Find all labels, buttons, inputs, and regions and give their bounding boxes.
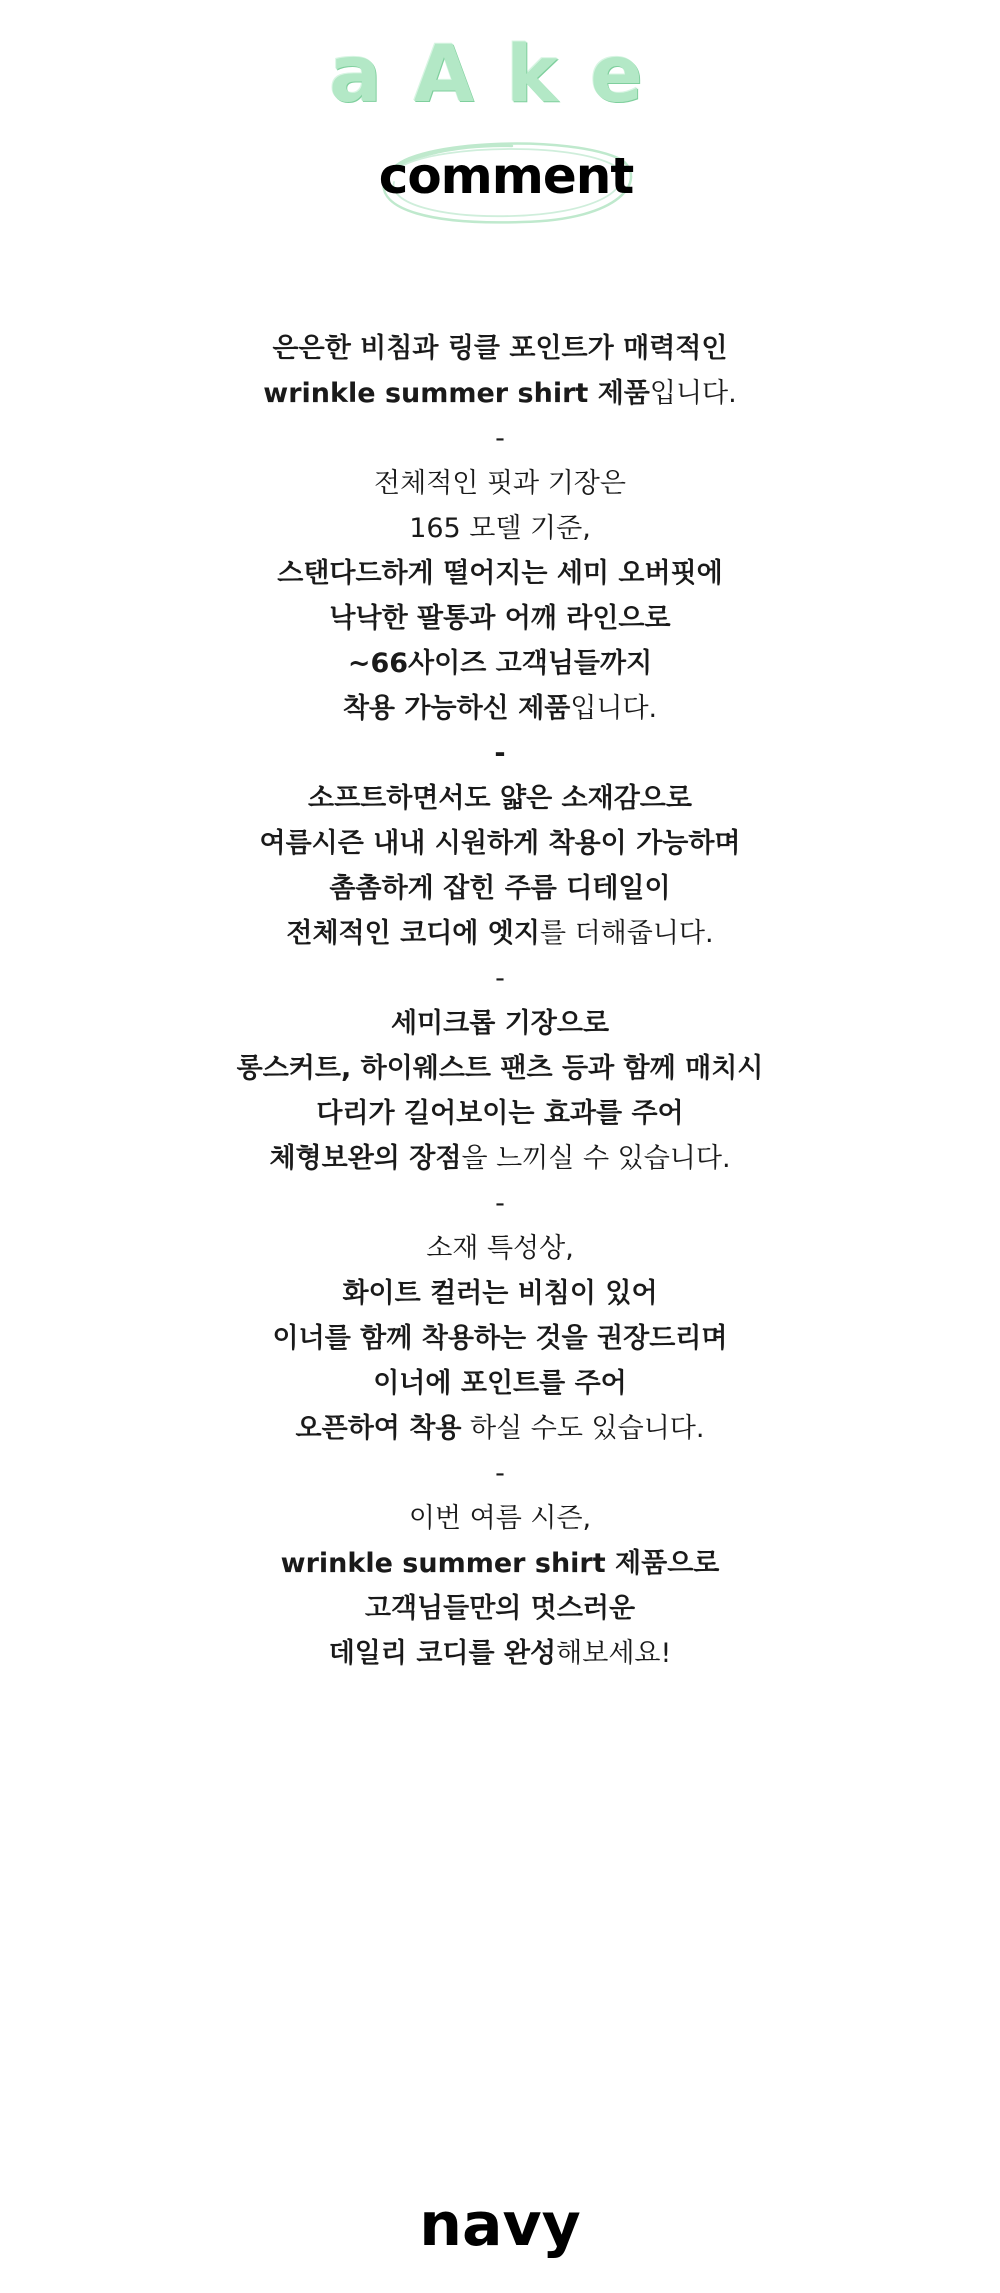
description-line bbox=[0, 1631, 1000, 1676]
description-text: - bbox=[494, 738, 506, 769]
description-line bbox=[0, 911, 1000, 956]
description-text: 소재 특성상, bbox=[426, 1233, 574, 1264]
brand-letter: A bbox=[413, 30, 503, 120]
description-line bbox=[0, 686, 1000, 731]
description-text: 착용 가능하신 제품 bbox=[342, 693, 571, 724]
description-text: 오픈하여 착용 bbox=[295, 1413, 462, 1444]
description-text: wrinkle summer shirt 제품으로 bbox=[280, 1548, 720, 1579]
description-text: 전체적인 핏과 기장은 bbox=[374, 468, 626, 499]
description-text: 해보세요! bbox=[556, 1638, 672, 1669]
description-text: 하실 수도 있습니다. bbox=[461, 1413, 705, 1444]
description-text: 입니다. bbox=[649, 378, 737, 409]
brand-letter: e bbox=[589, 30, 671, 120]
description-line bbox=[0, 1406, 1000, 1451]
brand-logo bbox=[0, 30, 1000, 120]
description-text: 은은한 비침과 링클 포인트가 매력적인 bbox=[272, 333, 728, 364]
description-text: 이너에 포인트를 주어 bbox=[373, 1368, 627, 1399]
description-text: 체형보완의 장점 bbox=[269, 1143, 462, 1174]
description-text: 이너를 함께 착용하는 것을 권장드리며 bbox=[272, 1323, 728, 1354]
description-line bbox=[0, 416, 1000, 461]
description-line bbox=[0, 641, 1000, 686]
description-text: 고객님들만의 멋스러운 bbox=[364, 1593, 636, 1624]
brand-letter: k bbox=[506, 30, 586, 120]
description-text: 화이트 컬러는 비침이 있어 bbox=[342, 1278, 658, 1309]
description-line bbox=[0, 1541, 1000, 1586]
description-text: 입니다. bbox=[570, 693, 658, 724]
color-name: navy bbox=[419, 2190, 581, 2260]
description-text: 다리가 길어보이는 효과를 주어 bbox=[316, 1098, 684, 1129]
description-line bbox=[0, 1316, 1000, 1361]
description-text: - bbox=[495, 423, 505, 454]
description-text: 여름시즌 내내 시원하게 착용이 가능하며 bbox=[259, 828, 741, 859]
description-line bbox=[0, 1136, 1000, 1181]
description-text: 낙낙한 팔통과 어깨 라인으로 bbox=[329, 603, 671, 634]
description-text: 세미크롭 기장으로 bbox=[390, 1008, 610, 1039]
description-line bbox=[0, 371, 1000, 416]
description-text: 소프트하면서도 얇은 소재감으로 bbox=[308, 783, 692, 814]
comment-heading bbox=[372, 130, 640, 230]
description-line bbox=[0, 956, 1000, 1001]
description-text: 데일리 코디를 완성 bbox=[328, 1638, 557, 1669]
description-text: 이번 여름 시즌, bbox=[408, 1503, 592, 1534]
description-line bbox=[0, 1091, 1000, 1136]
description-line bbox=[0, 1361, 1000, 1406]
description-line bbox=[0, 461, 1000, 506]
description-line bbox=[0, 1046, 1000, 1091]
description-line bbox=[0, 1271, 1000, 1316]
description-line bbox=[0, 1496, 1000, 1541]
description-line bbox=[0, 1001, 1000, 1046]
product-description bbox=[0, 326, 1000, 1676]
description-line bbox=[0, 1451, 1000, 1496]
description-line bbox=[0, 1586, 1000, 1631]
section-title: comment bbox=[378, 147, 634, 205]
description-text: - bbox=[495, 1188, 505, 1219]
description-line bbox=[0, 1226, 1000, 1271]
description-line bbox=[0, 326, 1000, 371]
description-text: ~66사이즈 고객님들까지 bbox=[347, 648, 653, 679]
description-text: wrinkle summer shirt 제품 bbox=[263, 378, 650, 409]
description-text: 롱스커트, 하이웨스트 팬츠 등과 함께 매치시 bbox=[236, 1053, 764, 1084]
description-line bbox=[0, 1181, 1000, 1226]
description-text: 165 모델 기준, bbox=[409, 513, 591, 544]
description-line bbox=[0, 731, 1000, 776]
description-line bbox=[0, 596, 1000, 641]
description-line bbox=[0, 821, 1000, 866]
description-line bbox=[0, 866, 1000, 911]
description-text: 전체적인 코디에 엣지 bbox=[286, 918, 540, 949]
description-text: 를 더해줍니다. bbox=[539, 918, 714, 949]
description-text: - bbox=[495, 1458, 505, 1489]
description-line bbox=[0, 776, 1000, 821]
description-line bbox=[0, 551, 1000, 596]
description-text: 스탠다드하게 떨어지는 세미 오버핏에 bbox=[277, 558, 723, 589]
brand-letter: a bbox=[329, 30, 410, 120]
description-text: 을 느끼실 수 있습니다. bbox=[461, 1143, 731, 1174]
description-text: 촘촘하게 잡힌 주름 디테일이 bbox=[329, 873, 671, 904]
description-line bbox=[0, 506, 1000, 551]
description-text: - bbox=[495, 963, 505, 994]
